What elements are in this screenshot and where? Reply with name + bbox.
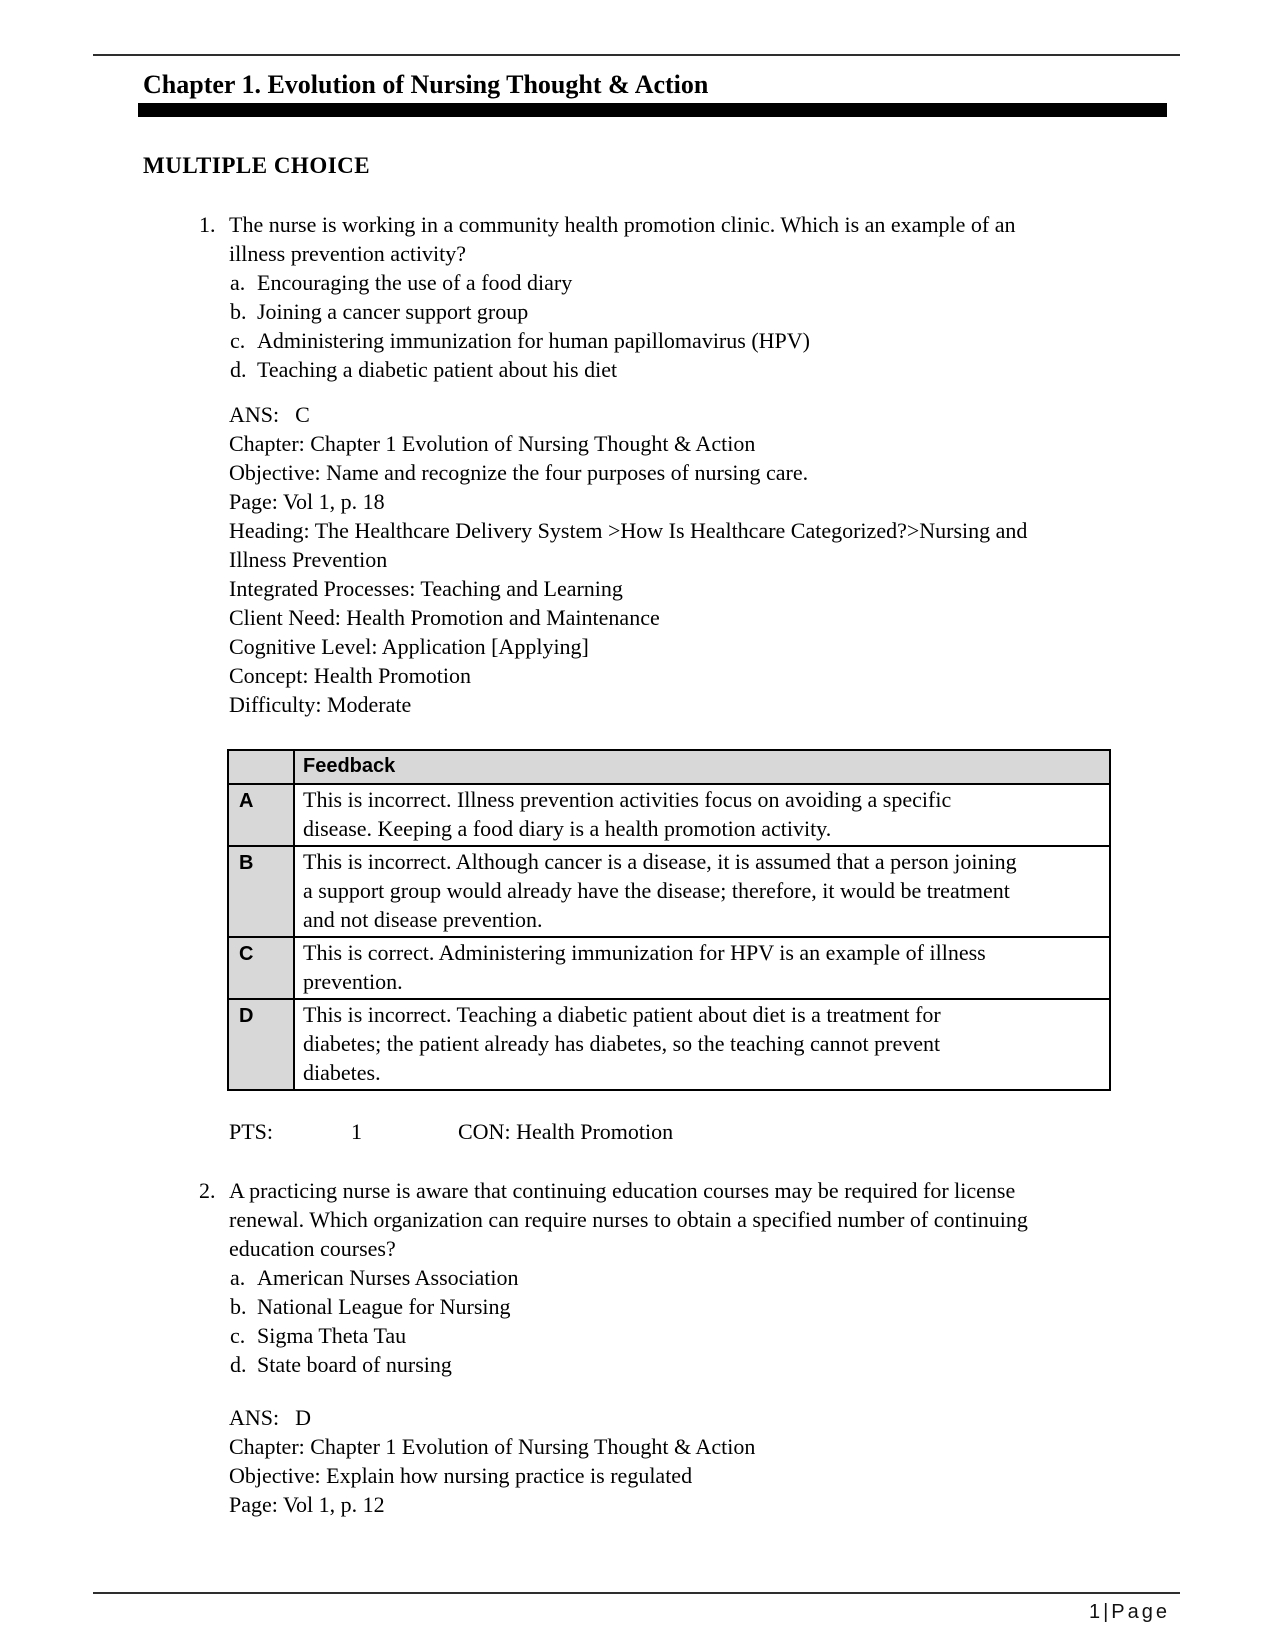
option-letter: c. [230,1323,246,1348]
feedback-row-d [228,999,1110,1090]
feedback-row-c [228,937,1110,999]
meta-line-chapter: Chapter: Chapter 1 Evolution of Nursing Thought & Action [229,1434,756,1459]
question-text-line: education courses? [229,1236,396,1261]
feedback-row-letter: A [228,784,294,846]
question-text-line: illness prevention activity? [229,241,467,266]
feedback-row-text [294,846,1110,937]
option-text: State board of nursing [257,1352,452,1377]
option-text: Sigma Theta Tau [257,1323,407,1348]
title-underline-bar [138,103,1167,117]
pts-value: 1 [351,1119,362,1144]
feedback-table-header-row [228,750,1110,784]
meta-line-objective: Objective: Explain how nursing practice is regulated [229,1463,693,1488]
ans-label: ANS: [229,1405,280,1430]
question-2-text [229,1176,1028,1263]
feedback-table-corner-cell [228,750,294,784]
ans-value: C [295,402,310,427]
question-1-answer-block [0,400,1275,719]
option-row-b [0,297,1275,326]
option-letter: a. [230,1265,246,1290]
feedback-text-line: diabetes. [303,1060,381,1085]
feedback-table [227,749,1111,1091]
question-2 [0,1176,1275,1519]
answer-line [229,1403,1275,1432]
pts-label: PTS: [229,1119,274,1144]
feedback-text-line: prevention. [303,969,403,994]
option-text: National League for Nursing [257,1294,511,1319]
option-letter: c. [230,328,246,353]
question-text-line: A practicing nurse is aware that continuing education courses may be required for license [229,1178,1016,1203]
feedback-text-line: disease. Keeping a food diary is a health promotion activity. [303,816,832,841]
option-text: Teaching a diabetic patient about his diet [257,357,618,382]
option-letter: b. [230,1294,247,1319]
option-text: American Nurses Association [257,1265,519,1290]
question-text-line: The nurse is working in a community health promotion clinic. Which is an example of an [229,212,1016,237]
footer-rule [93,1592,1180,1594]
feedback-text-line: This is incorrect. Illness prevention activities focus on avoiding a specific [303,787,952,812]
feedback-row-letter: D [228,999,294,1090]
option-text: Joining a cancer support group [257,299,529,324]
option-letter: d. [230,357,247,382]
feedback-text-line: and not disease prevention. [303,907,543,932]
section-heading-multiple-choice: MULTIPLE CHOICE [143,153,371,178]
feedback-text-line: This is correct. Administering immunization for HPV is an example of illness [303,940,986,965]
option-row-d [0,1350,1275,1379]
feedback-row-text [294,999,1110,1090]
option-row-a [0,1263,1275,1292]
answer-line [229,400,1275,429]
question-2-number: 2. [199,1178,216,1203]
option-row-b [0,1292,1275,1321]
feedback-row-letter: C [228,937,294,999]
feedback-row-text [294,937,1110,999]
ans-value: D [295,1405,312,1430]
question-1-number: 1. [199,212,216,237]
meta-line-client-need: Client Need: Health Promotion and Maintenance [229,605,660,630]
option-text: Administering immunization for human papillomavirus (HPV) [257,328,810,353]
feedback-text-line: This is incorrect. Although cancer is a disease, it is assumed that a person joining [303,849,1017,874]
meta-line-chapter: Chapter: Chapter 1 Evolution of Nursing Thought & Action [229,431,756,456]
meta-line-concept: Concept: Health Promotion [229,663,471,688]
question-2-answer-block [0,1403,1275,1519]
feedback-text-line: a support group would already have the disease; therefore, it would be treatment [303,878,1010,903]
feedback-text-line: This is incorrect. Teaching a diabetic patient about diet is a treatment for [303,1002,941,1027]
option-letter: b. [230,299,247,324]
meta-line-heading: Heading: The Healthcare Delivery System >How Is Healthcare Categorized?>Nursing and [229,518,1028,543]
con-label: CON: [458,1119,511,1144]
meta-line-cognitive-level: Cognitive Level: Application [Applying] [229,634,589,659]
question-1 [0,210,1275,1146]
page-number: 1|Page [1088,1601,1170,1623]
question-2-stem [0,1176,1275,1263]
page-title: Chapter 1. Evolution of Nursing Thought & Action [143,70,709,99]
feedback-text-line: diabetes; the patient already has diabetes, so the teaching cannot prevent [303,1031,941,1056]
page-content [0,210,1275,1519]
option-row-a [0,268,1275,297]
ans-label: ANS: [229,402,280,427]
option-text: Encouraging the use of a food diary [257,270,573,295]
option-letter: d. [230,1352,247,1377]
feedback-row-text [294,784,1110,846]
meta-line-heading-cont: Illness Prevention [229,547,388,572]
meta-line-integrated-processes: Integrated Processes: Teaching and Learning [229,576,623,601]
meta-line-objective: Objective: Name and recognize the four purposes of nursing care. [229,460,809,485]
feedback-row-a [228,784,1110,846]
question-1-text [229,210,1016,268]
option-row-c [0,326,1275,355]
pts-line [0,1117,1275,1146]
feedback-row-b [228,846,1110,937]
option-row-c [0,1321,1275,1350]
meta-line-difficulty: Difficulty: Moderate [229,692,412,717]
header-rule [93,54,1180,56]
option-row-d [0,355,1275,384]
feedback-table-header-cell: Feedback [294,750,1110,784]
feedback-row-letter: B [228,846,294,937]
con-value: Health Promotion [516,1119,674,1144]
option-letter: a. [230,270,246,295]
meta-line-page: Page: Vol 1, p. 12 [229,1492,385,1517]
question-text-line: renewal. Which organization can require nurses to obtain a specified number of continuing [229,1207,1028,1232]
question-1-stem [0,210,1275,268]
meta-line-page: Page: Vol 1, p. 18 [229,489,385,514]
